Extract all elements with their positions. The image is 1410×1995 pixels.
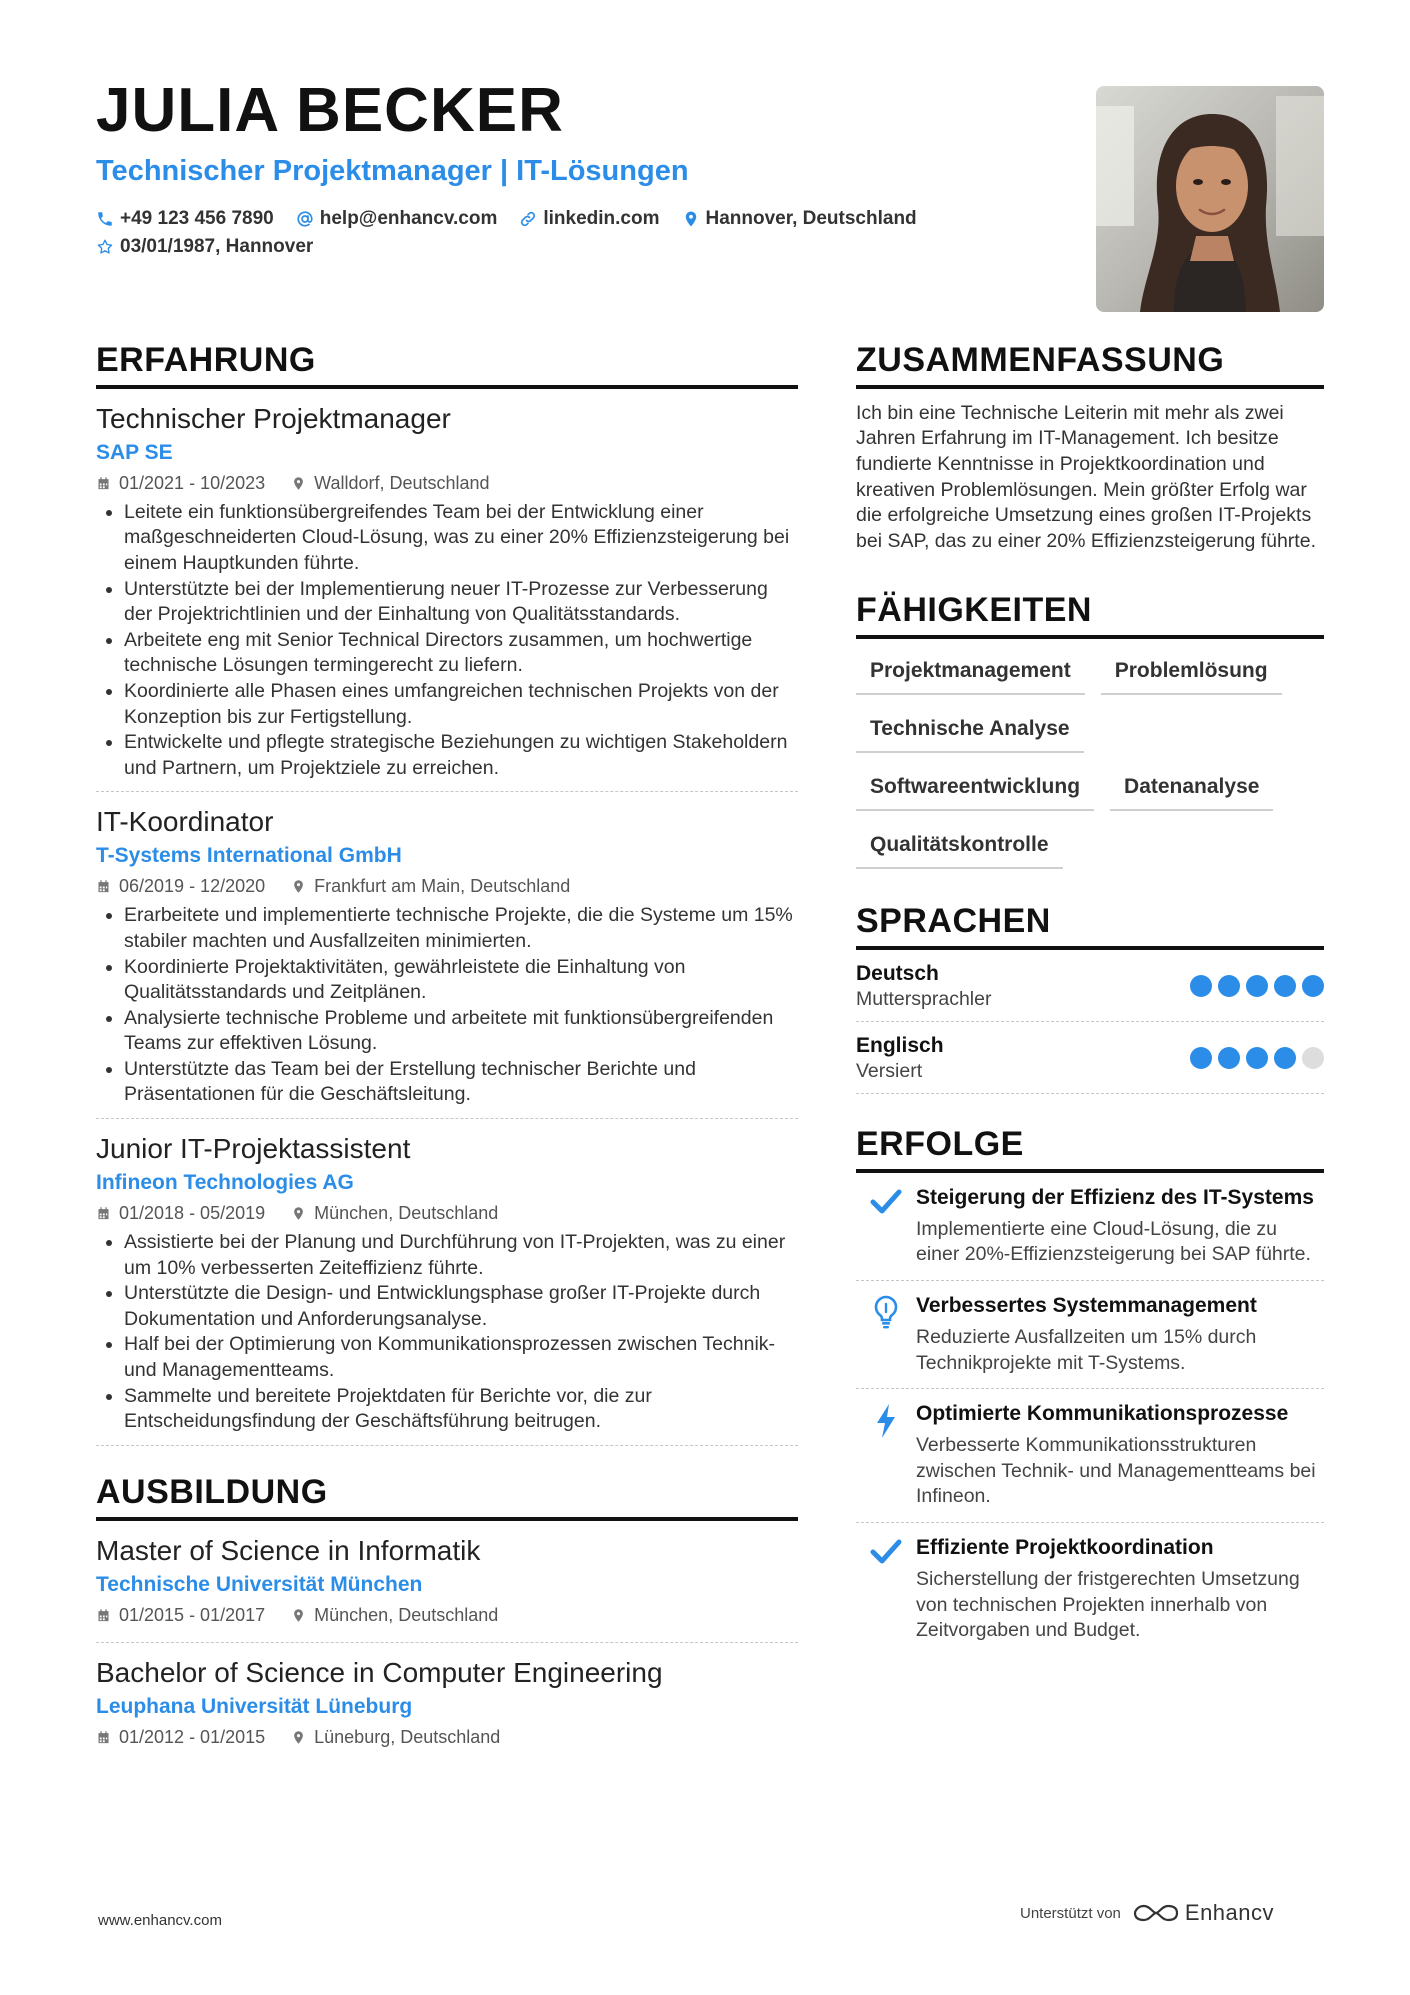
education-dates: 01/2012 - 01/2015 bbox=[119, 1726, 266, 1747]
job-location: München, Deutschland bbox=[314, 1203, 499, 1224]
rating-dot-filled bbox=[1246, 1047, 1268, 1069]
language-name: Deutsch bbox=[856, 961, 939, 985]
job-location: Walldorf, Deutschland bbox=[314, 472, 490, 493]
rating-dot-filled bbox=[1246, 975, 1268, 997]
candidate-subtitle: Technischer Projektmanager | IT-Lösungen bbox=[96, 155, 689, 187]
star-icon bbox=[96, 238, 114, 256]
job-company: Infineon Technologies AG bbox=[96, 1171, 354, 1195]
education-dates: 01/2015 - 01/2017 bbox=[119, 1604, 266, 1625]
achievement-desc: Sicherstellung der fristgerechten Umsetzung von technischen Projekten innerhalb von Zeitvorgaben und Budget. bbox=[916, 1567, 1300, 1642]
rating-dot-empty bbox=[1302, 1047, 1324, 1069]
location-pin-icon bbox=[291, 1206, 306, 1221]
contact-birth bbox=[96, 236, 313, 258]
calendar-icon bbox=[96, 1206, 111, 1221]
job-location: Frankfurt am Main, Deutschland bbox=[314, 876, 571, 897]
lightning-icon bbox=[874, 1403, 898, 1439]
location-pin-icon bbox=[291, 1730, 306, 1745]
rating-dot-filled bbox=[1302, 975, 1324, 997]
lightbulb-icon bbox=[873, 1295, 899, 1329]
contact-block bbox=[96, 205, 939, 261]
candidate-name: JULIA BECKER bbox=[96, 76, 564, 145]
at-icon bbox=[296, 210, 314, 228]
education-heading: AUSBILDUNG bbox=[96, 1472, 798, 1521]
calendar-icon bbox=[96, 476, 111, 491]
location-pin-icon bbox=[682, 210, 700, 228]
bullet: • Half bei der Optimierung von Kommunikationsprozessen zwischen Technik- und Managementteams. bbox=[124, 1332, 798, 1383]
experience-heading: ERFAHRUNG bbox=[96, 340, 798, 389]
location-pin-icon bbox=[291, 476, 306, 491]
left-column bbox=[96, 340, 798, 1764]
education-meta bbox=[96, 1727, 798, 1748]
achievement-title: Steigerung der Effizienz des IT-Systems bbox=[916, 1185, 1314, 1209]
job-title: Junior IT-Projektassistent bbox=[96, 1133, 411, 1165]
job-bullets bbox=[96, 1230, 798, 1435]
enhancv-logo-icon bbox=[1133, 1902, 1179, 1924]
skill-tag: Softwareentwicklung bbox=[856, 767, 1094, 811]
calendar-icon bbox=[96, 1608, 111, 1623]
job-dates: 01/2021 - 10/2023 bbox=[119, 472, 266, 493]
bullet: • Koordinierte alle Phasen eines umfangreichen technischen Projekts von der Konzeption bis zur Fertigstellung. bbox=[124, 679, 798, 730]
job-company: T-Systems International GmbH bbox=[96, 844, 402, 868]
job-title: IT-Koordinator bbox=[96, 806, 274, 838]
language-item bbox=[856, 1022, 1324, 1094]
skill-tag: Technische Analyse bbox=[856, 709, 1084, 753]
rating-dot-filled bbox=[1218, 975, 1240, 997]
language-rating bbox=[1184, 975, 1324, 997]
school-name: Technische Universität München bbox=[96, 1572, 423, 1596]
calendar-icon bbox=[96, 1730, 111, 1745]
education-meta bbox=[96, 1605, 798, 1626]
right-column bbox=[856, 340, 1324, 1656]
experience-item bbox=[96, 389, 798, 793]
contact-phone[interactable] bbox=[96, 208, 274, 230]
bullet: • Unterstützte die Design- und Entwicklungsphase großer IT-Projekte durch Dokumentation und Anforderungsanalyse. bbox=[124, 1281, 798, 1332]
achievement-item bbox=[856, 1281, 1324, 1389]
rating-dot-filled bbox=[1190, 975, 1212, 997]
bullet: • Analysierte technische Probleme und arbeitete mit funktionsübergreifenden Teams zur effektiven Lösung. bbox=[124, 1006, 798, 1057]
rating-dot-filled bbox=[1190, 1047, 1212, 1069]
bullet: • Entwickelte und pflegte strategische Beziehungen zu wichtigen Stakeholdern und Partnern, um Projektziele zu erreichen. bbox=[124, 730, 798, 781]
language-level: Muttersprachler bbox=[856, 987, 992, 1010]
job-bullets bbox=[96, 903, 798, 1108]
location-pin-icon bbox=[291, 1608, 306, 1623]
achievement-title: Optimierte Kommunikationsprozesse bbox=[916, 1402, 1289, 1426]
achievement-title: Verbessertes Systemmanagement bbox=[916, 1293, 1257, 1317]
bullet: • Sammelte und bereitete Projektdaten für Berichte vor, die zur Entscheidungsfindung der Geschäftsführung beitrugen. bbox=[124, 1384, 798, 1435]
job-dates: 01/2018 - 05/2019 bbox=[119, 1203, 266, 1224]
checkmark-icon bbox=[870, 1187, 902, 1215]
phone-text: +49 123 456 7890 bbox=[120, 208, 274, 229]
experience-item bbox=[96, 1119, 798, 1446]
degree-title: Master of Science in Informatik bbox=[96, 1534, 481, 1566]
language-level: Versiert bbox=[856, 1059, 923, 1082]
degree-title: Bachelor of Science in Computer Engineering bbox=[96, 1656, 663, 1688]
birth-text: 03/01/1987, Hannover bbox=[120, 236, 314, 257]
powered-by-text: Unterstützt von bbox=[1020, 1904, 1121, 1922]
contact-linkedin[interactable] bbox=[519, 208, 659, 230]
bullet: • Arbeitete eng mit Senior Technical Directors zusammen, um hochwertige technische Lösungen termingerecht zu liefern. bbox=[124, 628, 798, 679]
skills-heading: FÄHIGKEITEN bbox=[856, 590, 1324, 639]
experience-item bbox=[96, 792, 798, 1119]
skill-tag: Problemlösung bbox=[1101, 651, 1282, 695]
rating-dot-filled bbox=[1274, 1047, 1296, 1069]
job-title: Technischer Projektmanager bbox=[96, 402, 451, 434]
job-company: SAP SE bbox=[96, 440, 173, 464]
bullet: • Assistierte bei der Planung und Durchführung von IT-Projekten, was zu einer um 10% verbesserten Zeiteffizienz führte. bbox=[124, 1230, 798, 1281]
job-meta bbox=[96, 1203, 798, 1224]
language-rating bbox=[1184, 1047, 1324, 1069]
contact-location bbox=[682, 208, 917, 230]
contact-email[interactable] bbox=[296, 208, 498, 230]
phone-icon bbox=[96, 210, 114, 228]
bullet: • Unterstützte bei der Implementierung neuer IT-Prozesse zur Verbesserung der Projektrichtlinien und der Einhaltung von Qualitätsstandards. bbox=[124, 577, 798, 628]
language-item bbox=[856, 950, 1324, 1022]
skill-tag: Qualitätskontrolle bbox=[856, 825, 1063, 869]
linkedin-text: linkedin.com bbox=[543, 208, 660, 229]
skill-tag: Datenanalyse bbox=[1110, 767, 1273, 811]
location-pin-icon bbox=[291, 879, 306, 894]
languages-heading: SPRACHEN bbox=[856, 901, 1324, 950]
checkmark-icon bbox=[870, 1537, 902, 1565]
education-location: München, Deutschland bbox=[314, 1604, 499, 1625]
calendar-icon bbox=[96, 879, 111, 894]
achievement-item bbox=[856, 1173, 1324, 1281]
achievements-heading: ERFOLGE bbox=[856, 1124, 1324, 1173]
language-name: Englisch bbox=[856, 1033, 944, 1057]
education-item bbox=[96, 1643, 798, 1764]
bullet: • Leitete ein funktionsübergreifendes Team bei der Entwicklung einer maßgeschneiderten Cloud-Lösung, was zu einer 20% Effizienzsteigerung bei einem Hauptkunden führte. bbox=[124, 500, 798, 577]
job-meta bbox=[96, 473, 798, 494]
profile-photo bbox=[1096, 86, 1324, 312]
link-icon bbox=[519, 210, 537, 228]
bullet: • Unterstützte das Team bei der Erstellung technischer Berichte und Präsentationen für die Geschäftsleitung. bbox=[124, 1057, 798, 1108]
job-bullets bbox=[96, 500, 798, 782]
job-meta bbox=[96, 876, 798, 897]
rating-dot-filled bbox=[1274, 975, 1296, 997]
achievement-desc: Verbesserte Kommunikationsstrukturen zwischen Technik- und Managementteams bei Infineon. bbox=[916, 1434, 1316, 1508]
achievement-desc: Implementierte eine Cloud-Lösung, die zu einer 20%-Effizienzsteigerung bei SAP führte. bbox=[916, 1217, 1311, 1266]
achievement-desc: Reduzierte Ausfallzeiten um 15% durch Technikprojekte mit T-Systems. bbox=[916, 1325, 1257, 1374]
footer-website[interactable]: www.enhancv.com bbox=[98, 1912, 222, 1929]
summary-heading: ZUSAMMENFASSUNG bbox=[856, 340, 1324, 389]
skills-list bbox=[856, 651, 1324, 883]
job-dates: 06/2019 - 12/2020 bbox=[119, 876, 266, 897]
rating-dot-filled bbox=[1218, 1047, 1240, 1069]
footer-branding[interactable] bbox=[1020, 1900, 1274, 1926]
bullet: • Koordinierte Projektaktivitäten, gewährleistete die Einhaltung von Qualitätsstandards und Zeitplänen. bbox=[124, 955, 798, 1006]
brand-name: Enhancv bbox=[1184, 1900, 1275, 1925]
school-name: Leuphana Universität Lüneburg bbox=[96, 1694, 413, 1718]
skill-tag: Projektmanagement bbox=[856, 651, 1085, 695]
email-text: help@enhancv.com bbox=[319, 208, 498, 229]
education-item bbox=[96, 1521, 798, 1643]
summary-text: Ich bin eine Technische Leiterin mit mehr als zwei Jahren Erfahrung im IT-Management. Ich besitze fundierte Kenntnisse in Projektkoordination und kreativen Problemlösungen. Mein größter Erfolg war die erfolgreiche Umsetzung eines großen IT-Projekts bei SAP, das zu einer 20% Effizienzsteigerung führte. bbox=[856, 401, 1316, 552]
bullet: • Erarbeitete und implementierte technische Projekte, die die Systeme um 15% stabiler machten und Ausfallzeiten minimierten. bbox=[124, 903, 798, 954]
achievement-item bbox=[856, 1389, 1324, 1523]
achievement-title: Effiziente Projektkoordination bbox=[916, 1535, 1214, 1559]
education-location: Lüneburg, Deutschland bbox=[314, 1726, 501, 1747]
achievement-item bbox=[856, 1523, 1324, 1656]
location-text: Hannover, Deutschland bbox=[705, 208, 917, 229]
